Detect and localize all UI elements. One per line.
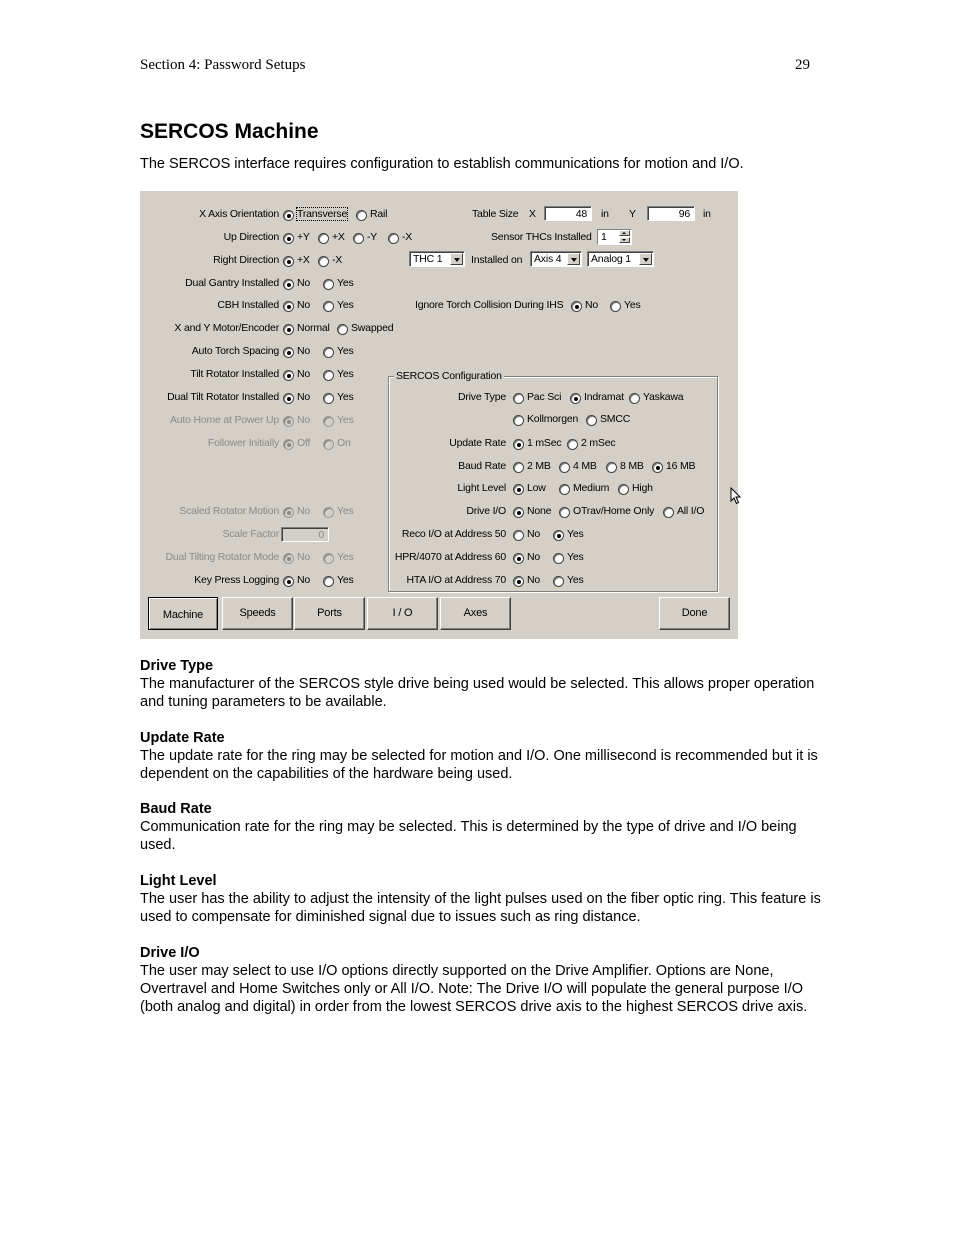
setting-label-tilt-rotator-installed: Tilt Rotator Installed <box>190 368 279 380</box>
section-heading: Drive Type <box>140 658 214 674</box>
radio-no[interactable] <box>513 553 524 564</box>
sercos-label-drive-i-o: Drive I/O <box>466 505 506 517</box>
sercos-label-light-level: Light Level <box>457 482 506 494</box>
radio-label-indramat: Indramat <box>584 391 624 403</box>
installed-on-axis-value: Axis 4 <box>534 253 562 265</box>
setting-label-x-axis-orientation: X Axis Orientation <box>199 208 279 220</box>
sercos-configuration-title: SERCOS Configuration <box>396 370 502 382</box>
setting-label-scaled-rotator-motion: Scaled Rotator Motion <box>179 505 279 517</box>
radio-normal[interactable] <box>283 324 294 335</box>
radio-label-no: No <box>527 528 541 540</box>
radio-high[interactable] <box>618 484 629 495</box>
radio-no[interactable] <box>283 393 294 404</box>
section-heading: Drive I/O <box>140 945 200 961</box>
table-size-x-input[interactable]: 48 <box>544 206 592 221</box>
radio-label-2-msec: 2 mSec <box>581 437 616 449</box>
page-header-section: Section 4: Password Setups <box>140 57 306 73</box>
setting-label-follower-initially: Follower Initially <box>207 437 279 449</box>
radio-yes[interactable] <box>323 553 334 564</box>
radio-no[interactable] <box>283 553 294 564</box>
radio-label-no: No <box>297 277 311 289</box>
section-heading: Update Rate <box>140 730 225 746</box>
radio-label-no: No <box>527 551 541 563</box>
radio-label-yes: Yes <box>337 551 354 563</box>
radio-label-pac-sci: Pac Sci <box>527 391 562 403</box>
radio-yes[interactable] <box>323 576 334 587</box>
sercos-label-update-rate: Update Rate <box>449 437 506 449</box>
radio-label-rail: Rail <box>370 208 388 220</box>
sensor-thcs-spinner[interactable] <box>597 229 632 245</box>
mouse-pointer-icon <box>730 487 742 505</box>
section-update-rate <box>140 729 840 783</box>
radio-x[interactable] <box>388 233 399 244</box>
radio-label-yes: Yes <box>567 551 584 563</box>
radio-label-yes: Yes <box>567 528 584 540</box>
radio-yes[interactable] <box>323 416 334 427</box>
radio-swapped[interactable] <box>337 324 348 335</box>
radio-low[interactable] <box>513 484 524 495</box>
radio-otrav-home-only[interactable] <box>559 507 570 518</box>
setting-label-right-direction: Right Direction <box>213 254 279 266</box>
section-body: The user has the ability to adjust the intensity of the light pulses used on the fiber optic ring. This feature is used to compensate for diminished signal due to issues such as ring distance. <box>140 891 821 925</box>
radio-label-x: -X <box>332 254 343 266</box>
radio-yes[interactable] <box>553 530 564 541</box>
radio-label-on: On <box>337 437 351 449</box>
radio-label-4-mb: 4 MB <box>573 460 597 472</box>
radio-label-no: No <box>297 391 311 403</box>
radio-label-kollmorgen: Kollmorgen <box>527 413 579 425</box>
radio-label-none: None <box>527 505 552 517</box>
radio-yes[interactable] <box>323 279 334 290</box>
table-size-y-label: Y <box>629 208 636 220</box>
radio-all-i-o[interactable] <box>663 507 674 518</box>
setting-label-auto-home-at-power-up: Auto Home at Power Up <box>169 414 279 426</box>
radio-label-8-mb: 8 MB <box>620 460 644 472</box>
radio-yes[interactable] <box>553 553 564 564</box>
radio-yes[interactable] <box>323 347 334 358</box>
radio-y[interactable] <box>283 233 294 244</box>
radio-x[interactable] <box>283 256 294 267</box>
section-body: The user may select to use I/O options directly supported on the Drive Amplifier. Options are None, Overtravel and Home Switches only or All I/O. Note: The Drive I/O will populate the general purpose I/O (both analog and digital) in order from the lowest SERCOS drive axis to the highest SERCOS drive axis. <box>140 963 808 1015</box>
radio-label-y: +Y <box>297 231 310 243</box>
sercos-label-reco-i-o-at-address-50: Reco I/O at Address 50 <box>401 528 506 540</box>
radio-no[interactable] <box>283 507 294 518</box>
radio-4-mb[interactable] <box>559 462 570 473</box>
radio-label-yes: Yes <box>337 299 354 311</box>
chevron-down-icon[interactable] <box>450 253 463 265</box>
radio-label-smcc: SMCC <box>600 413 631 425</box>
radio-no[interactable] <box>513 530 524 541</box>
thc-select-value: THC 1 <box>413 253 443 265</box>
tab-machine[interactable]: Machine <box>148 597 218 630</box>
radio-no[interactable] <box>283 370 294 381</box>
machine-setup-dialog-screenshot <box>140 191 738 639</box>
radio-y[interactable] <box>353 233 364 244</box>
ignore-collision-label: Ignore Torch Collision During IHS <box>415 299 564 311</box>
chevron-down-icon[interactable] <box>567 253 580 265</box>
radio-label-yes: Yes <box>624 299 641 311</box>
tab-ports[interactable]: Ports <box>294 597 365 630</box>
table-size-y-unit: in <box>703 208 711 220</box>
sercos-label-hta-i-o-at-address-70: HTA I/O at Address 70 <box>406 574 506 586</box>
radio-label-1-msec: 1 mSec <box>527 437 562 449</box>
radio-indramat[interactable] <box>570 393 581 404</box>
radio-no[interactable] <box>283 416 294 427</box>
radio-label-no: No <box>297 414 311 426</box>
section-light-level <box>140 872 830 926</box>
radio-label-no: No <box>297 574 311 586</box>
radio-2-msec[interactable] <box>567 439 578 450</box>
scale-factor-label: Scale Factor <box>222 528 279 540</box>
radio-yes[interactable] <box>323 301 334 312</box>
tab-speeds[interactable]: Speeds <box>222 597 293 630</box>
radio-label-yes: Yes <box>567 574 584 586</box>
radio-no[interactable] <box>283 301 294 312</box>
radio-label-no: No <box>527 574 541 586</box>
radio-none[interactable] <box>513 507 524 518</box>
radio-no[interactable] <box>283 576 294 587</box>
radio-label-medium: Medium <box>573 482 610 494</box>
radio-label-no: No <box>297 299 311 311</box>
installed-on-axis-select[interactable] <box>530 251 582 267</box>
setting-label-dual-tilting-rotator-mode: Dual Tilting Rotator Mode <box>165 551 279 563</box>
radio-yes[interactable] <box>323 370 334 381</box>
section-drive-io <box>140 944 840 1016</box>
radio-label-no: No <box>297 551 311 563</box>
radio-on[interactable] <box>323 439 334 450</box>
sercos-label-hpr-4070-at-address-60: HPR/4070 at Address 60 <box>394 551 506 563</box>
radio-label-yes: Yes <box>337 414 354 426</box>
radio-transverse[interactable] <box>283 210 294 221</box>
radio-label-no: No <box>585 299 599 311</box>
setting-label-cbh-installed: CBH Installed <box>217 299 279 311</box>
radio-label-yes: Yes <box>337 505 354 517</box>
radio-off[interactable] <box>283 439 294 450</box>
setting-label-dual-gantry-installed: Dual Gantry Installed <box>185 277 279 289</box>
radio-label-yaskawa: Yaskawa <box>643 391 684 403</box>
spin-down-icon[interactable] <box>619 237 630 243</box>
radio-yes[interactable] <box>553 576 564 587</box>
radio-label-low: Low <box>527 482 546 494</box>
table-size-x-label: X <box>529 208 536 220</box>
radio-label-swapped: Swapped <box>351 322 394 334</box>
radio-label-high: High <box>632 482 653 494</box>
section-drive-type <box>140 657 840 711</box>
scale-factor-input[interactable]: 0 <box>281 527 329 542</box>
section-body: The update rate for the ring may be selected for motion and I/O. One millisecond is recommended but it is dependent on the capabilities of the hardware being used. <box>140 748 818 782</box>
radio-2-mb[interactable] <box>513 462 524 473</box>
radio-label-yes: Yes <box>337 368 354 380</box>
installed-on-label: Installed on <box>471 254 523 266</box>
radio-kollmorgen[interactable] <box>513 415 524 426</box>
table-size-label: Table Size <box>472 208 519 220</box>
sercos-label-drive-type: Drive Type <box>458 391 506 403</box>
radio-label-16-mb: 16 MB <box>666 460 696 472</box>
radio-label-yes: Yes <box>337 391 354 403</box>
radio-x[interactable] <box>318 256 329 267</box>
radio-label-yes: Yes <box>337 345 354 357</box>
section-body: Communication rate for the ring may be selected. This is determined by the type of drive and I/O being used. <box>140 819 797 853</box>
radio-yes[interactable] <box>323 507 334 518</box>
radio-label-otrav-home-only: OTrav/Home Only <box>573 505 655 517</box>
radio-label-normal: Normal <box>297 322 330 334</box>
sensor-thcs-value: 1 <box>601 231 607 243</box>
setting-label-key-press-logging: Key Press Logging <box>194 574 279 586</box>
radio-label-x: +X <box>332 231 345 243</box>
tab-i-o[interactable]: I / O <box>367 597 438 630</box>
page-title: SERCOS Machine <box>140 120 319 143</box>
radio-medium[interactable] <box>559 484 570 495</box>
radio-label-x: -X <box>402 231 413 243</box>
radio-16-mb[interactable] <box>652 462 663 473</box>
setting-label-x-and-y-motor-encoder: X and Y Motor/Encoder <box>174 322 279 334</box>
page-number: 29 <box>795 57 810 73</box>
radio-label-x: +X <box>297 254 310 266</box>
radio-8-mb[interactable] <box>606 462 617 473</box>
sercos-label-baud-rate: Baud Rate <box>458 460 506 472</box>
radio-label-no: No <box>297 505 311 517</box>
radio-yaskawa[interactable] <box>629 393 640 404</box>
section-heading: Baud Rate <box>140 801 212 817</box>
setting-label-dual-tilt-rotator-installed: Dual Tilt Rotator Installed <box>167 391 279 403</box>
section-heading: Light Level <box>140 873 217 889</box>
radio-label-yes: Yes <box>337 277 354 289</box>
radio-label-2-mb: 2 MB <box>527 460 551 472</box>
radio-no[interactable] <box>283 347 294 358</box>
radio-rail[interactable] <box>356 210 367 221</box>
radio-label-off: Off <box>297 437 311 449</box>
spin-up-icon[interactable] <box>619 230 630 236</box>
radio-label-no: No <box>297 345 311 357</box>
done-button[interactable]: Done <box>659 597 730 630</box>
radio-label-no: No <box>297 368 311 380</box>
chevron-down-icon[interactable] <box>639 253 652 265</box>
radio-yes[interactable] <box>610 301 621 312</box>
radio-pac-sci[interactable] <box>513 393 524 404</box>
radio-no[interactable] <box>571 301 582 312</box>
intro-paragraph: The SERCOS interface requires configuration to establish communications for motion and I/O. <box>140 156 744 172</box>
table-size-x-unit: in <box>601 208 609 220</box>
setting-label-auto-torch-spacing: Auto Torch Spacing <box>191 345 279 357</box>
radio-label-y: -Y <box>367 231 378 243</box>
installed-on-analog-select[interactable] <box>587 251 654 267</box>
setting-label-up-direction: Up Direction <box>223 231 279 243</box>
installed-on-analog-value: Analog 1 <box>591 253 631 265</box>
thc-select[interactable] <box>409 251 465 267</box>
section-body: The manufacturer of the SERCOS style drive being used would be selected. This allows proper operation and tuning parameters to be available. <box>140 676 815 710</box>
tab-axes[interactable]: Axes <box>440 597 511 630</box>
table-size-y-input[interactable]: 96 <box>647 206 695 221</box>
radio-no[interactable] <box>513 576 524 587</box>
radio-no[interactable] <box>283 279 294 290</box>
radio-label-transverse: Transverse <box>297 208 348 220</box>
radio-label-all-i-o: All I/O <box>677 505 705 517</box>
radio-smcc[interactable] <box>586 415 597 426</box>
radio-yes[interactable] <box>323 393 334 404</box>
section-baud-rate <box>140 800 830 854</box>
sensor-thcs-label: Sensor THCs Installed <box>491 231 592 243</box>
radio-x[interactable] <box>318 233 329 244</box>
radio-label-yes: Yes <box>337 574 354 586</box>
radio-1-msec[interactable] <box>513 439 524 450</box>
